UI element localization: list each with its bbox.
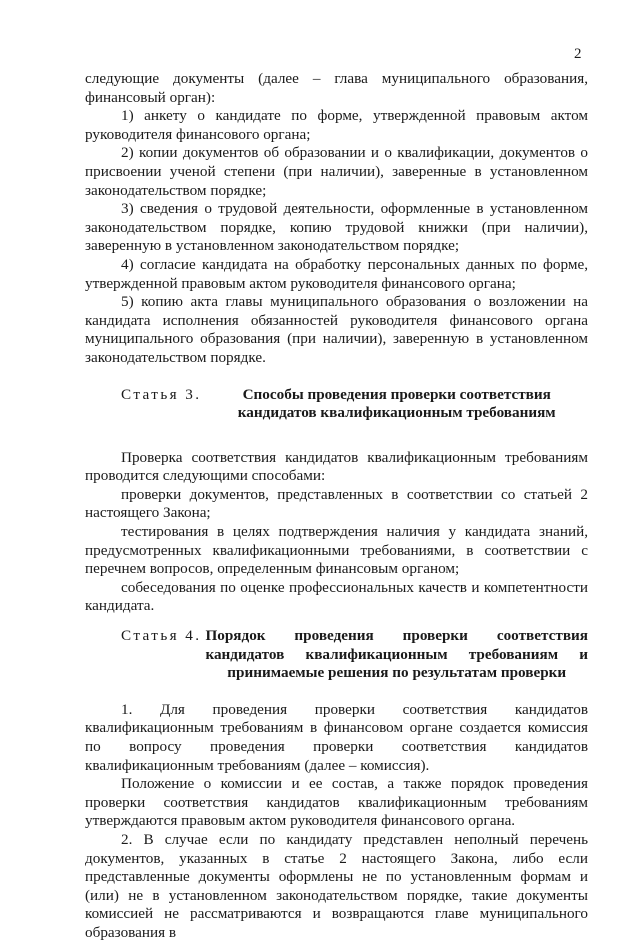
paragraph: тестирования в целях подтверждения наличия у кандидата знаний, предусмотренных квалификационными требованиями, в соответствии с перечнем вопросов, определенным финансовым органом;: [85, 523, 588, 578]
paragraph: проверки документов, представленных в соответствии со статьей 2 настоящего Закона;: [85, 485, 588, 522]
list-item: 3) сведения о трудовой деятельности, оформленные в установленном законодательством порядке, копию трудовой книжки (при наличии), заверенную в установленном законодательством порядке;: [85, 200, 588, 255]
paragraph: 2. В случае если по кандидату представлен неполный перечень документов, указанных в статье 2 настоящего Закона, либо если представленные документы оформлены не по установленным формам и (или) не в установленном законодательством порядке, такие документы комиссией не рассматриваются и возвращаются главе муниципального образования в: [85, 830, 588, 941]
article-label: Статья 3.: [121, 385, 202, 403]
paragraph: 1. Для проведения проверки соответствия кандидатов квалификационным требованиям в финансовом органе создается комиссия по вопросу проведения проверки соответствия кандидатов квалификационным требованиям (далее – комиссия).: [85, 700, 588, 774]
article-3-heading: [85, 386, 588, 423]
list-item: 2) копии документов об образовании и о квалификации, документов о присвоении ученой степени (при наличии), заверенные в установленном законодательством порядке;: [85, 144, 588, 199]
list-item: 5) копию акта главы муниципального образования о возложении на кандидата исполнения обязанностей руководителя финансового органа муниципального образования (при наличии), заверенную в установленном законодательством порядке.: [85, 293, 588, 366]
list-item: 1) анкету о кандидате по форме, утвержденной правовым актом руководителя финансового органа;: [85, 107, 588, 143]
paragraph: собеседования по оценке профессиональных качеств и компетентности кандидата.: [85, 578, 588, 615]
paragraph: Проверка соответствия кандидатов квалификационным требованиям проводится следующими способами:: [85, 448, 588, 485]
article-title: Способы проведения проверки соответствия кандидатов квалификационным требованиям: [237, 385, 556, 422]
paragraph: Положение о комиссии и ее состав, а также порядок проведения проверки соответствия кандидатов квалификационным требованиям утверждаются правовым актом руководителя финансового органа.: [85, 775, 588, 830]
article-label: Статья 4.: [121, 627, 202, 645]
document-body: [85, 70, 588, 943]
list-item: 4) согласие кандидата на обработку персональных данных по форме, утвержденной правовым актом руководителя финансового органа;: [85, 255, 588, 292]
article-title: Порядок проведения проверки соответствия кандидатов квалификационным требованиям и принимаемые решения по результатам проверки: [205, 627, 588, 682]
page-number: 2: [574, 46, 582, 62]
article-4-heading: [85, 627, 588, 683]
paragraph: следующие документы (далее – глава муниципального образования, финансовый орган):: [85, 70, 588, 106]
